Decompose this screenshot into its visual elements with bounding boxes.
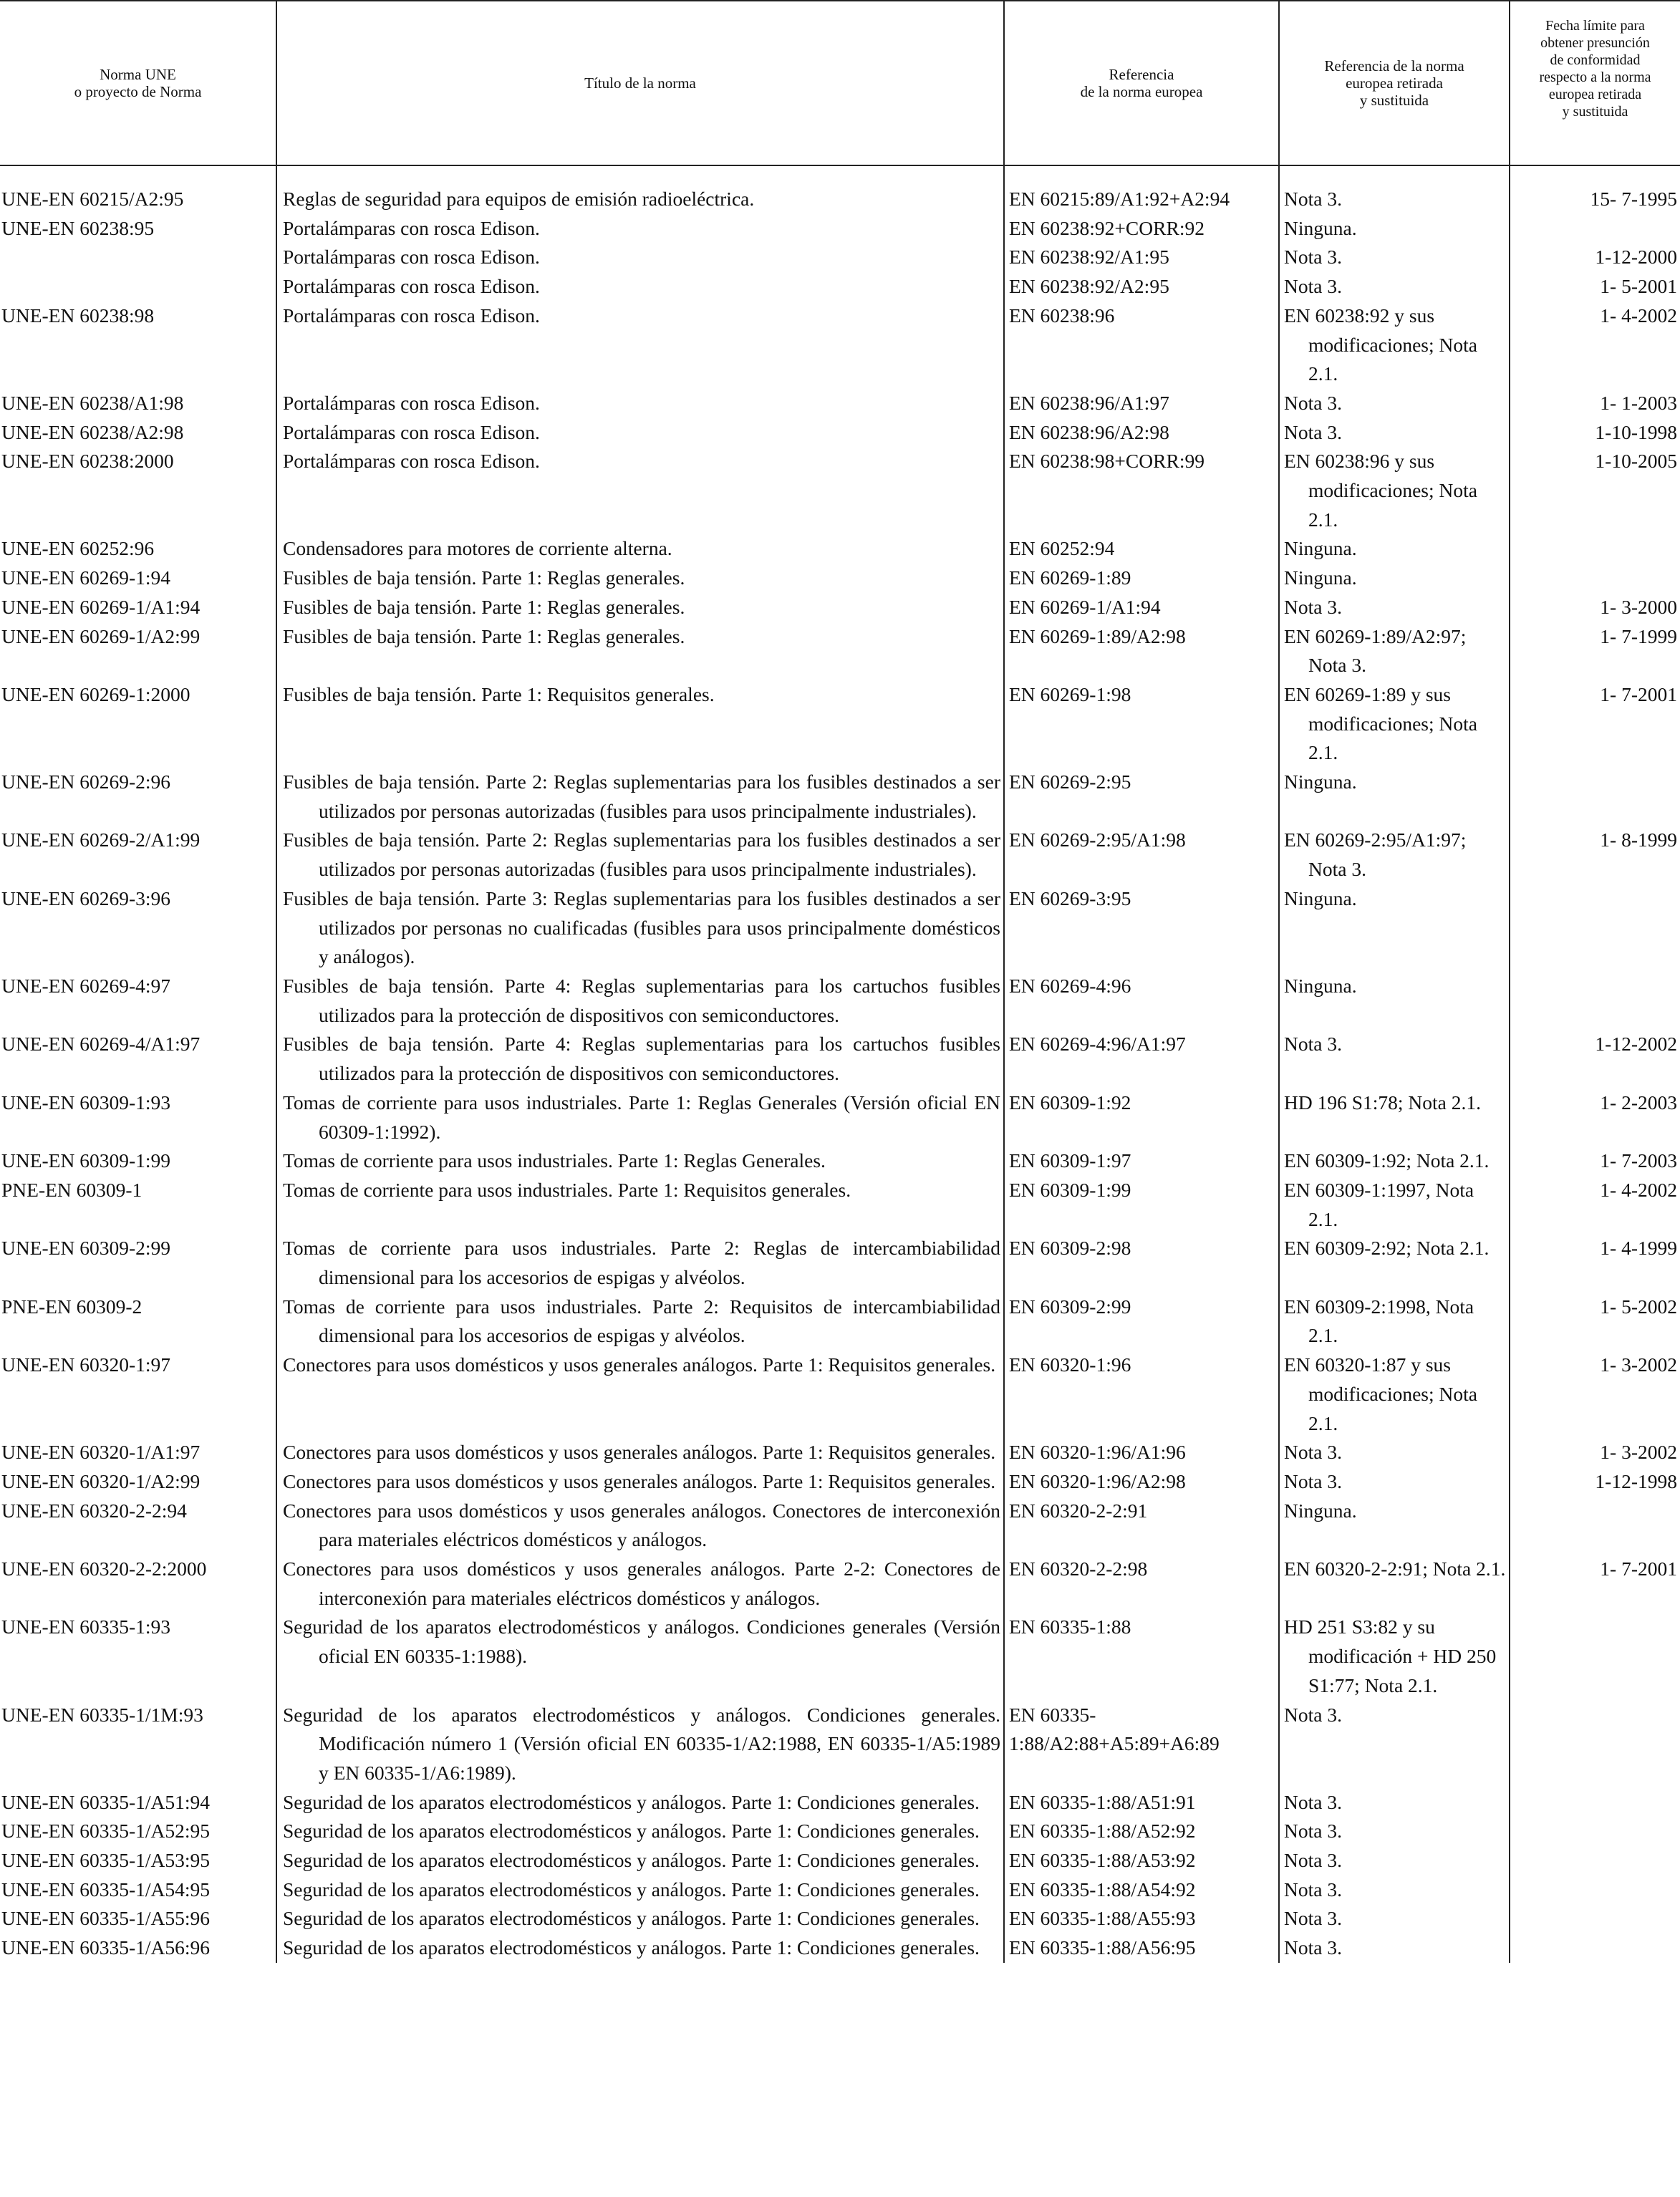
- norma-cell: [0, 272, 276, 301]
- referencia-cell: EN 60269-1:89/A2:98: [1004, 622, 1279, 680]
- retirada-cell-text: Nota 3.: [1284, 1790, 1342, 1813]
- fecha-cell: 1- 7-2001: [1600, 1558, 1677, 1580]
- titulo-cell: [276, 1030, 1004, 1088]
- retirada-cell-text: EN 60309-1:92; Nota 2.1.: [1284, 1149, 1490, 1172]
- retirada-cell-text: EN 60269-2:95/A1:97; Nota 3.: [1284, 829, 1467, 881]
- norma-cell: UNE-EN 60269-4/A1:97: [0, 1030, 276, 1088]
- fecha-cell: 1- 7-1999: [1600, 624, 1677, 647]
- table-row: [0, 534, 1680, 564]
- titulo-cell-text: Seguridad de los aparatos electrodomésticos y análogos. Parte 1: Condiciones generales.: [283, 1790, 980, 1813]
- fecha-cell: 1- 5-2002: [1600, 1295, 1677, 1318]
- titulo-cell-text: Seguridad de los aparatos electrodomésticos y análogos. Condiciones generales (Versión oficial EN 60335-1:1988).: [283, 1616, 1000, 1668]
- titulo-cell: [276, 972, 1004, 1030]
- titulo-cell: [276, 622, 1004, 680]
- table-row: [0, 1176, 1680, 1234]
- retirada-cell: [1279, 1438, 1510, 1467]
- table-row: [0, 1613, 1680, 1700]
- titulo-cell-text: Fusibles de baja tensión. Parte 2: Reglas suplementarias para los fusibles destinados a ser utilizados por personas autorizadas (fusibles para usos principalmente industriales).: [283, 771, 1000, 822]
- referencia-cell: EN 60269-3:95: [1004, 884, 1279, 972]
- retirada-cell-text: EN 60309-2:1998, Nota 2.1.: [1284, 1295, 1474, 1347]
- titulo-cell: [276, 1176, 1004, 1234]
- retirada-cell: [1279, 622, 1510, 680]
- table-row: [0, 1904, 1680, 1933]
- retirada-cell: [1279, 1293, 1510, 1351]
- titulo-cell: [276, 214, 1004, 243]
- header-fecha: Fecha límite para obtener presunción de conformidad respecto a la norma europea retirada y sustituida: [1510, 1, 1680, 165]
- retirada-cell: [1279, 243, 1510, 272]
- table-header: [0, 1, 1680, 165]
- retirada-cell-text: EN 60269-1:89 y sus modificaciones; Nota 2.1.: [1284, 682, 1477, 764]
- norma-cell: UNE-EN 60238:95: [0, 214, 276, 243]
- titulo-cell-text: Portalámparas con rosca Edison.: [283, 304, 540, 327]
- retirada-cell: [1279, 1701, 1510, 1788]
- retirada-cell-text: Nota 3.: [1284, 1936, 1342, 1959]
- retirada-cell-text: Nota 3.: [1284, 1849, 1342, 1872]
- table-row: [0, 564, 1680, 593]
- titulo-cell: [276, 768, 1004, 826]
- table-row: [0, 447, 1680, 534]
- norma-cell: UNE-EN 60320-1/A1:97: [0, 1438, 276, 1467]
- table-row: [0, 972, 1680, 1030]
- retirada-cell-text: Nota 3.: [1284, 1878, 1342, 1901]
- norma-cell: UNE-EN 60215/A2:95: [0, 165, 276, 214]
- fecha-cell: [1510, 1497, 1680, 1555]
- referencia-cell: EN 60269-1/A1:94: [1004, 593, 1279, 622]
- norma-cell: UNE-EN 60238:2000: [0, 447, 276, 534]
- table-row: [0, 214, 1680, 243]
- retirada-cell-text: EN 60238:92 y sus modificaciones; Nota 2.1.: [1284, 304, 1477, 385]
- table-row: [0, 1146, 1680, 1176]
- table-body: [0, 165, 1680, 1963]
- titulo-cell: [276, 1293, 1004, 1351]
- referencia-cell: EN 60309-2:98: [1004, 1234, 1279, 1292]
- referencia-cell: EN 60335-1:88/A52:92: [1004, 1817, 1279, 1846]
- retirada-cell-text: Nota 3.: [1284, 1469, 1342, 1492]
- retirada-cell: [1279, 826, 1510, 884]
- retirada-cell: [1279, 389, 1510, 418]
- titulo-cell-text: Seguridad de los aparatos electrodomésticos y análogos. Parte 1: Condiciones generales.: [283, 1878, 980, 1901]
- retirada-cell: [1279, 593, 1510, 622]
- titulo-cell-text: Seguridad de los aparatos electrodomésticos y análogos. Condiciones generales. Modificación número 1 (Versión oficial EN 60335-1/A2:1988, EN 60335-1/A5:1989 y EN 60335-1/A6:1989).: [283, 1703, 1000, 1784]
- retirada-cell: [1279, 1846, 1510, 1875]
- retirada-cell: [1279, 214, 1510, 243]
- referencia-cell: EN 60238:92/A1:95: [1004, 243, 1279, 272]
- referencia-cell: EN 60269-2:95: [1004, 768, 1279, 826]
- fecha-cell: [1510, 768, 1680, 826]
- fecha-cell: 1-12-1998: [1595, 1469, 1677, 1492]
- retirada-cell-text: Ninguna.: [1284, 537, 1357, 560]
- titulo-cell: [276, 1555, 1004, 1613]
- retirada-cell: [1279, 1351, 1510, 1438]
- titulo-cell-text: Tomas de corriente para usos industriales. Parte 1: Requisitos generales.: [283, 1178, 851, 1201]
- retirada-cell: [1279, 1030, 1510, 1088]
- titulo-cell-text: Seguridad de los aparatos electrodomésticos y análogos. Parte 1: Condiciones generales.: [283, 1849, 980, 1872]
- fecha-cell: 1- 7-2001: [1600, 682, 1677, 705]
- norma-cell: UNE-EN 60238/A2:98: [0, 418, 276, 448]
- retirada-cell-text: HD 196 S1:78; Nota 2.1.: [1284, 1091, 1481, 1114]
- titulo-cell-text: Tomas de corriente para usos industriales. Parte 2: Requisitos de intercambiabilidad dimensional para los accesorios de espigas y alvéolos.: [283, 1295, 1000, 1347]
- retirada-cell: [1279, 301, 1510, 389]
- referencia-cell: EN 60269-2:95/A1:98: [1004, 826, 1279, 884]
- referencia-cell: EN 60309-1:99: [1004, 1176, 1279, 1234]
- referencia-cell: EN 60309-1:97: [1004, 1146, 1279, 1176]
- titulo-cell: [276, 564, 1004, 593]
- table-row: [0, 1467, 1680, 1497]
- norma-cell: UNE-EN 60335-1/A51:94: [0, 1788, 276, 1817]
- table-row: [0, 1438, 1680, 1467]
- retirada-cell-text: Ninguna.: [1284, 1499, 1357, 1522]
- retirada-cell: [1279, 768, 1510, 826]
- norma-cell: UNE-EN 60320-2-2:94: [0, 1497, 276, 1555]
- fecha-cell: 1- 3-2000: [1600, 595, 1677, 618]
- table-row: [0, 1351, 1680, 1438]
- norma-cell: UNE-EN 60335-1/1M:93: [0, 1701, 276, 1788]
- norma-cell: UNE-EN 60269-2/A1:99: [0, 826, 276, 884]
- retirada-cell: [1279, 1497, 1510, 1555]
- fecha-cell: 1-12-2002: [1595, 1033, 1677, 1056]
- retirada-cell-text: Ninguna.: [1284, 216, 1357, 239]
- fecha-cell: 15- 7-1995: [1590, 188, 1677, 210]
- referencia-cell: EN 60238:98+CORR:99: [1004, 447, 1279, 534]
- retirada-cell-text: Nota 3.: [1284, 1033, 1342, 1056]
- norma-cell: UNE-EN 60269-1:2000: [0, 680, 276, 768]
- retirada-cell: [1279, 272, 1510, 301]
- retirada-cell: [1279, 1817, 1510, 1846]
- titulo-cell: [276, 1497, 1004, 1555]
- fecha-cell: 1- 8-1999: [1600, 829, 1677, 851]
- norma-cell: UNE-EN 60269-1/A1:94: [0, 593, 276, 622]
- titulo-cell-text: Seguridad de los aparatos electrodomésticos y análogos. Parte 1: Condiciones generales.: [283, 1820, 980, 1843]
- fecha-cell: 1- 5-2001: [1600, 275, 1677, 298]
- norma-cell: UNE-EN 60335-1/A54:95: [0, 1875, 276, 1905]
- retirada-cell-text: Nota 3.: [1284, 595, 1342, 618]
- titulo-cell-text: Fusibles de baja tensión. Parte 1: Reglas generales.: [283, 624, 685, 647]
- referencia-cell: EN 60335-1:88/A51:91: [1004, 1788, 1279, 1817]
- titulo-cell: [276, 1904, 1004, 1933]
- retirada-cell-text: Nota 3.: [1284, 391, 1342, 414]
- titulo-cell-text: Fusibles de baja tensión. Parte 4: Reglas suplementarias para los cartuchos fusibles utilizados para la protección de dispositivos con semiconductores.: [283, 1033, 1000, 1085]
- table-row: [0, 165, 1680, 214]
- titulo-cell-text: Fusibles de baja tensión. Parte 3: Reglas suplementarias para los fusibles destinados a ser utilizados por personas no cualificadas (fusibles para usos principalmente domésticos y análogos).: [283, 887, 1000, 968]
- table-row: [0, 1030, 1680, 1088]
- retirada-cell-text: Nota 3.: [1284, 275, 1342, 298]
- table-row: [0, 301, 1680, 389]
- norma-cell: UNE-EN 60309-1:93: [0, 1088, 276, 1146]
- retirada-cell-text: EN 60309-1:1997, Nota 2.1.: [1284, 1178, 1474, 1230]
- norma-cell: [0, 243, 276, 272]
- titulo-cell: [276, 1467, 1004, 1497]
- norma-cell: UNE-EN 60320-1/A2:99: [0, 1467, 276, 1497]
- fecha-cell: 1- 1-2003: [1600, 391, 1677, 414]
- norma-cell: UNE-EN 60269-4:97: [0, 972, 276, 1030]
- titulo-cell: [276, 1088, 1004, 1146]
- titulo-cell: [276, 1234, 1004, 1292]
- table-row: [0, 768, 1680, 826]
- norma-cell: UNE-EN 60309-1:99: [0, 1146, 276, 1176]
- titulo-cell-text: Reglas de seguridad para equipos de emisión radioeléctrica.: [283, 188, 755, 210]
- fecha-cell: 1-12-2000: [1595, 246, 1677, 269]
- retirada-cell: [1279, 1146, 1510, 1176]
- fecha-cell: 1-10-1998: [1595, 420, 1677, 443]
- retirada-cell-text: Nota 3.: [1284, 246, 1342, 269]
- table-row: [0, 1701, 1680, 1788]
- titulo-cell-text: Fusibles de baja tensión. Parte 1: Reglas generales.: [283, 595, 685, 618]
- table-row: [0, 1555, 1680, 1613]
- norma-cell: UNE-EN 60335-1/A52:95: [0, 1817, 276, 1846]
- referencia-cell: EN 60269-1:89: [1004, 564, 1279, 593]
- fecha-cell: 1- 3-2002: [1600, 1353, 1677, 1376]
- retirada-cell: [1279, 534, 1510, 564]
- fecha-cell: 1-10-2005: [1595, 450, 1677, 473]
- titulo-cell: [276, 826, 1004, 884]
- retirada-cell: [1279, 1176, 1510, 1234]
- retirada-cell-text: Ninguna.: [1284, 974, 1357, 997]
- norma-cell: UNE-EN 60269-1:94: [0, 564, 276, 593]
- fecha-cell: 1- 3-2002: [1600, 1441, 1677, 1464]
- fecha-cell: [1510, 1846, 1680, 1875]
- retirada-cell: [1279, 165, 1510, 214]
- titulo-cell: [276, 1351, 1004, 1438]
- retirada-cell-text: HD 251 S3:82 y su modificación + HD 250 S1:77; Nota 2.1.: [1284, 1616, 1497, 1696]
- titulo-cell-text: Conectores para usos domésticos y usos generales análogos. Parte 1: Requisitos generales.: [283, 1469, 996, 1492]
- titulo-cell: [276, 1701, 1004, 1788]
- referencia-cell: EN 60269-1:98: [1004, 680, 1279, 768]
- retirada-cell-text: Ninguna.: [1284, 771, 1357, 793]
- titulo-cell-text: Seguridad de los aparatos electrodomésticos y análogos. Parte 1: Condiciones generales.: [283, 1936, 980, 1959]
- table-row: [0, 622, 1680, 680]
- referencia-cell: EN 60238:92+CORR:92: [1004, 214, 1279, 243]
- referencia-cell: EN 60335-1:88: [1004, 1613, 1279, 1700]
- header-row: [0, 1, 1680, 165]
- retirada-cell: [1279, 1555, 1510, 1613]
- titulo-cell: [276, 1817, 1004, 1846]
- referencia-cell: EN 60335-1:88/A2:88+A5:89+A6:89: [1004, 1701, 1279, 1788]
- referencia-cell: EN 60320-1:96: [1004, 1351, 1279, 1438]
- fecha-cell: 1- 4-2002: [1600, 304, 1677, 327]
- referencia-cell: EN 60309-1:92: [1004, 1088, 1279, 1146]
- titulo-cell-text: Portalámparas con rosca Edison.: [283, 216, 540, 239]
- titulo-cell-text: Tomas de corriente para usos industriales. Parte 1: Reglas Generales.: [283, 1149, 826, 1172]
- table-row: [0, 1497, 1680, 1555]
- norma-cell: UNE-EN 60335-1/A56:96: [0, 1933, 276, 1963]
- referencia-cell: EN 60269-4:96/A1:97: [1004, 1030, 1279, 1088]
- header-retirada: Referencia de la norma europea retirada y sustituida: [1279, 1, 1510, 165]
- table-row: [0, 1875, 1680, 1905]
- referencia-cell: EN 60238:96/A2:98: [1004, 418, 1279, 448]
- fecha-cell: 1- 4-2002: [1600, 1178, 1677, 1201]
- header-titulo: Título de la norma: [276, 1, 1004, 165]
- titulo-cell: [276, 301, 1004, 389]
- retirada-cell: [1279, 1467, 1510, 1497]
- fecha-cell: [1510, 1788, 1680, 1817]
- fecha-cell: [1510, 1933, 1680, 1963]
- retirada-cell: [1279, 1904, 1510, 1933]
- fecha-cell: 1- 4-1999: [1600, 1237, 1677, 1260]
- norma-cell: UNE-EN 60269-2:96: [0, 768, 276, 826]
- titulo-cell: [276, 884, 1004, 972]
- retirada-cell: [1279, 884, 1510, 972]
- titulo-cell: [276, 1875, 1004, 1905]
- retirada-cell: [1279, 447, 1510, 534]
- retirada-cell-text: Nota 3.: [1284, 420, 1342, 443]
- fecha-cell: [1510, 214, 1680, 243]
- retirada-cell: [1279, 680, 1510, 768]
- referencia-cell: EN 60238:96/A1:97: [1004, 389, 1279, 418]
- retirada-cell: [1279, 972, 1510, 1030]
- fecha-cell: [1510, 972, 1680, 1030]
- titulo-cell-text: Fusibles de baja tensión. Parte 1: Reglas generales.: [283, 566, 685, 589]
- table-row: [0, 1788, 1680, 1817]
- norma-cell: PNE-EN 60309-2: [0, 1293, 276, 1351]
- table-row: [0, 272, 1680, 301]
- fecha-cell: [1510, 1875, 1680, 1905]
- norma-cell: UNE-EN 60335-1/A55:96: [0, 1904, 276, 1933]
- retirada-cell-text: EN 60320-1:87 y sus modificaciones; Nota 2.1.: [1284, 1353, 1477, 1434]
- fecha-cell: [1510, 1904, 1680, 1933]
- norma-cell: UNE-EN 60238/A1:98: [0, 389, 276, 418]
- retirada-cell: [1279, 1613, 1510, 1700]
- titulo-cell: [276, 447, 1004, 534]
- retirada-cell-text: Nota 3.: [1284, 1441, 1342, 1464]
- norma-cell: UNE-EN 60320-1:97: [0, 1351, 276, 1438]
- retirada-cell: [1279, 1088, 1510, 1146]
- table-row: [0, 884, 1680, 972]
- retirada-cell-text: Nota 3.: [1284, 188, 1342, 210]
- titulo-cell: [276, 165, 1004, 214]
- norma-cell: UNE-EN 60335-1/A53:95: [0, 1846, 276, 1875]
- titulo-cell-text: Conectores para usos domésticos y usos generales análogos. Conectores de interconexión para materiales eléctricos domésticos y análogos.: [283, 1499, 1000, 1551]
- retirada-cell-text: Nota 3.: [1284, 1820, 1342, 1843]
- referencia-cell: EN 60238:96: [1004, 301, 1279, 389]
- table-row: [0, 826, 1680, 884]
- retirada-cell-text: EN 60269-1:89/A2:97; Nota 3.: [1284, 624, 1467, 677]
- referencia-cell: EN 60320-1:96/A1:96: [1004, 1438, 1279, 1467]
- titulo-cell-text: Portalámparas con rosca Edison.: [283, 420, 540, 443]
- titulo-cell-text: Tomas de corriente para usos industriales. Parte 1: Reglas Generales (Versión oficial EN 60309-1:1992).: [283, 1091, 1000, 1143]
- titulo-cell-text: Fusibles de baja tensión. Parte 4: Reglas suplementarias para los cartuchos fusibles utilizados para la protección de dispositivos con semiconductores.: [283, 974, 1000, 1026]
- norma-cell: UNE-EN 60252:96: [0, 534, 276, 564]
- table-row: [0, 389, 1680, 418]
- referencia-cell: EN 60335-1:88/A56:95: [1004, 1933, 1279, 1963]
- header-norma: Norma UNE o proyecto de Norma: [0, 1, 276, 165]
- retirada-cell-text: EN 60309-2:92; Nota 2.1.: [1284, 1237, 1490, 1260]
- norma-cell: UNE-EN 60238:98: [0, 301, 276, 389]
- table-row: [0, 1293, 1680, 1351]
- titulo-cell: [276, 680, 1004, 768]
- fecha-cell: [1510, 534, 1680, 564]
- retirada-cell: [1279, 418, 1510, 448]
- referencia-cell: EN 60215:89/A1:92+A2:94: [1004, 165, 1279, 214]
- retirada-cell: [1279, 1875, 1510, 1905]
- referencia-cell: EN 60320-2-2:98: [1004, 1555, 1279, 1613]
- table-row: [0, 1933, 1680, 1963]
- titulo-cell: [276, 418, 1004, 448]
- referencia-cell: EN 60335-1:88/A55:93: [1004, 1904, 1279, 1933]
- referencia-cell: EN 60320-2-2:91: [1004, 1497, 1279, 1555]
- fecha-cell: 1- 7-2003: [1600, 1149, 1677, 1172]
- referencia-cell: EN 60269-4:96: [1004, 972, 1279, 1030]
- table-row: [0, 1234, 1680, 1292]
- header-referencia: Referencia de la norma europea: [1004, 1, 1279, 165]
- retirada-cell-text: EN 60238:96 y sus modificaciones; Nota 2.1.: [1284, 450, 1477, 531]
- titulo-cell-text: Fusibles de baja tensión. Parte 2: Reglas suplementarias para los fusibles destinados a ser utilizados por personas autorizadas (fusibles para usos principalmente industriales).: [283, 829, 1000, 881]
- norma-cell: UNE-EN 60269-3:96: [0, 884, 276, 972]
- retirada-cell-text: Ninguna.: [1284, 887, 1357, 909]
- referencia-cell: EN 60309-2:99: [1004, 1293, 1279, 1351]
- norma-cell: UNE-EN 60320-2-2:2000: [0, 1555, 276, 1613]
- retirada-cell: [1279, 1234, 1510, 1292]
- referencia-cell: EN 60252:94: [1004, 534, 1279, 564]
- fecha-cell: 1- 2-2003: [1600, 1091, 1677, 1114]
- titulo-cell-text: Fusibles de baja tensión. Parte 1: Requisitos generales.: [283, 682, 715, 705]
- titulo-cell: [276, 1438, 1004, 1467]
- titulo-cell: [276, 389, 1004, 418]
- table-row: [0, 1846, 1680, 1875]
- titulo-cell: [276, 243, 1004, 272]
- titulo-cell: [276, 1146, 1004, 1176]
- titulo-cell: [276, 1613, 1004, 1700]
- referencia-cell: EN 60320-1:96/A2:98: [1004, 1467, 1279, 1497]
- titulo-cell: [276, 534, 1004, 564]
- table-row: [0, 1817, 1680, 1846]
- titulo-cell-text: Portalámparas con rosca Edison.: [283, 275, 540, 298]
- fecha-cell: [1510, 564, 1680, 593]
- titulo-cell-text: Conectores para usos domésticos y usos generales análogos. Parte 1: Requisitos generales.: [283, 1441, 996, 1464]
- table-row: [0, 593, 1680, 622]
- fecha-cell: [1510, 1701, 1680, 1788]
- norma-cell: PNE-EN 60309-1: [0, 1176, 276, 1234]
- titulo-cell-text: Conectores para usos domésticos y usos generales análogos. Parte 1: Requisitos generales.: [283, 1353, 996, 1376]
- table-row: [0, 243, 1680, 272]
- retirada-cell-text: Nota 3.: [1284, 1703, 1342, 1726]
- titulo-cell-text: Tomas de corriente para usos industriales. Parte 2: Reglas de intercambiabilidad dimensional para los accesorios de espigas y alvéolos.: [283, 1237, 1000, 1289]
- titulo-cell: [276, 1788, 1004, 1817]
- retirada-cell: [1279, 564, 1510, 593]
- fecha-cell: [1510, 1817, 1680, 1846]
- titulo-cell: [276, 1933, 1004, 1963]
- retirada-cell-text: EN 60320-2-2:91; Nota 2.1.: [1284, 1558, 1506, 1580]
- titulo-cell-text: Seguridad de los aparatos electrodomésticos y análogos. Parte 1: Condiciones generales.: [283, 1907, 980, 1930]
- norma-cell: UNE-EN 60335-1:93: [0, 1613, 276, 1700]
- retirada-cell-text: Ninguna.: [1284, 566, 1357, 589]
- titulo-cell-text: Conectores para usos domésticos y usos generales análogos. Parte 2-2: Conectores de interconexión para materiales eléctricos domésticos y análogos.: [283, 1558, 1000, 1609]
- titulo-cell-text: Condensadores para motores de corriente alterna.: [283, 537, 672, 560]
- referencia-cell: EN 60238:92/A2:95: [1004, 272, 1279, 301]
- table-row: [0, 1088, 1680, 1146]
- norma-cell: UNE-EN 60269-1/A2:99: [0, 622, 276, 680]
- fecha-cell: [1510, 1613, 1680, 1700]
- titulo-cell-text: Portalámparas con rosca Edison.: [283, 450, 540, 473]
- titulo-cell: [276, 593, 1004, 622]
- retirada-cell: [1279, 1788, 1510, 1817]
- norma-cell: UNE-EN 60309-2:99: [0, 1234, 276, 1292]
- referencia-cell: EN 60335-1:88/A54:92: [1004, 1875, 1279, 1905]
- retirada-cell: [1279, 1933, 1510, 1963]
- referencia-cell: EN 60335-1:88/A53:92: [1004, 1846, 1279, 1875]
- titulo-cell-text: Portalámparas con rosca Edison.: [283, 391, 540, 414]
- fecha-cell: [1510, 884, 1680, 972]
- table-row: [0, 418, 1680, 448]
- titulo-cell: [276, 272, 1004, 301]
- table-row: [0, 680, 1680, 768]
- titulo-cell-text: Portalámparas con rosca Edison.: [283, 246, 540, 269]
- retirada-cell-text: Nota 3.: [1284, 1907, 1342, 1930]
- titulo-cell: [276, 1846, 1004, 1875]
